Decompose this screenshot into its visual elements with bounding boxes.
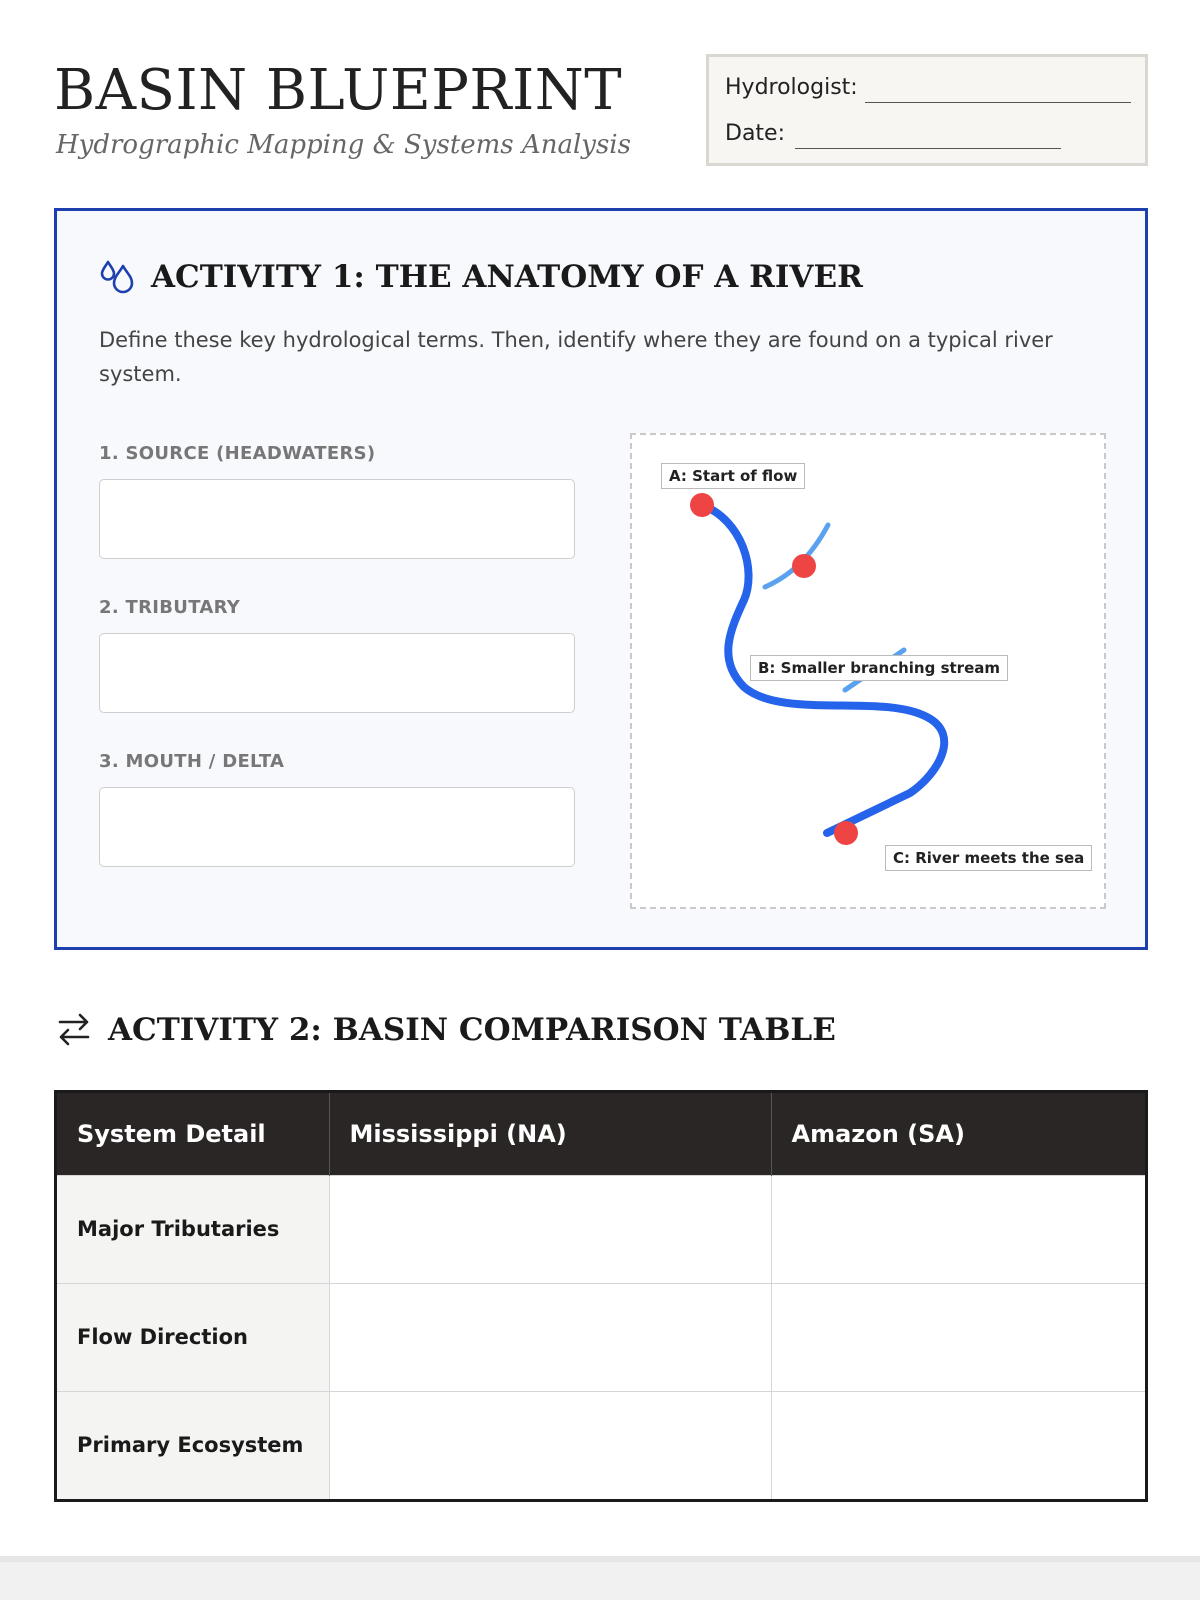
column-header-mississippi: Mississippi (NA) [329, 1093, 771, 1175]
column-header-system-detail: System Detail [57, 1093, 329, 1175]
footer-band [0, 1556, 1200, 1600]
marker-tributary [792, 554, 816, 578]
table-row [57, 1283, 1145, 1391]
row-label-flow-direction: Flow Direction [57, 1283, 329, 1391]
tributary-label: 2. TRIBUTARY [99, 597, 241, 618]
diagram-label-c: C: River meets the sea [885, 845, 1092, 871]
cell-amazon-primary-ecosystem[interactable] [771, 1391, 1145, 1499]
diagram-label-a: A: Start of flow [661, 463, 805, 489]
tributary-input[interactable] [99, 633, 575, 713]
source-input[interactable] [99, 479, 575, 559]
cell-mississippi-major-tributaries[interactable] [329, 1175, 771, 1283]
water-drops-icon [99, 258, 137, 296]
river-diagram [630, 433, 1106, 909]
mouth-label: 3. MOUTH / DELTA [99, 751, 285, 772]
cell-amazon-major-tributaries[interactable] [771, 1175, 1145, 1283]
source-label: 1. SOURCE (HEADWATERS) [99, 443, 376, 464]
cell-amazon-flow-direction[interactable] [771, 1283, 1145, 1391]
cell-mississippi-primary-ecosystem[interactable] [329, 1391, 771, 1499]
activity-2-header [54, 1008, 836, 1052]
cell-mississippi-flow-direction[interactable] [329, 1283, 771, 1391]
row-label-primary-ecosystem: Primary Ecosystem [57, 1391, 329, 1499]
page-title: BASIN BLUEPRINT [54, 58, 623, 123]
hydrologist-field[interactable] [865, 102, 1131, 103]
activity-2-title: ACTIVITY 2: BASIN COMPARISON TABLE [108, 1012, 836, 1048]
marker-mouth [834, 821, 858, 845]
table-row [57, 1391, 1145, 1499]
table-row [57, 1175, 1145, 1283]
tributary-stream [765, 525, 828, 587]
hydrologist-label: Hydrologist: [725, 75, 858, 100]
page-subtitle: Hydrographic Mapping & Systems Analysis [56, 130, 631, 160]
activity-1-title: ACTIVITY 1: THE ANATOMY OF A RIVER [151, 259, 863, 295]
activity-1-instructions: Define these key hydrological terms. Then, identify where they are found on a typical river system. [99, 328, 1053, 386]
activity-1-panel [54, 208, 1148, 950]
swap-arrows-icon [54, 1010, 94, 1050]
date-label: Date: [725, 121, 785, 146]
table-header-row [57, 1093, 1145, 1175]
row-label-major-tributaries: Major Tributaries [57, 1175, 329, 1283]
column-header-amazon: Amazon (SA) [771, 1093, 1145, 1175]
marker-source [690, 493, 714, 517]
date-field[interactable] [795, 148, 1061, 149]
activity-1-header [99, 257, 863, 297]
worksheet-meta-box [706, 54, 1148, 166]
diagram-label-b: B: Smaller branching stream [750, 655, 1008, 681]
basin-comparison-table [54, 1090, 1148, 1502]
mouth-input[interactable] [99, 787, 575, 867]
